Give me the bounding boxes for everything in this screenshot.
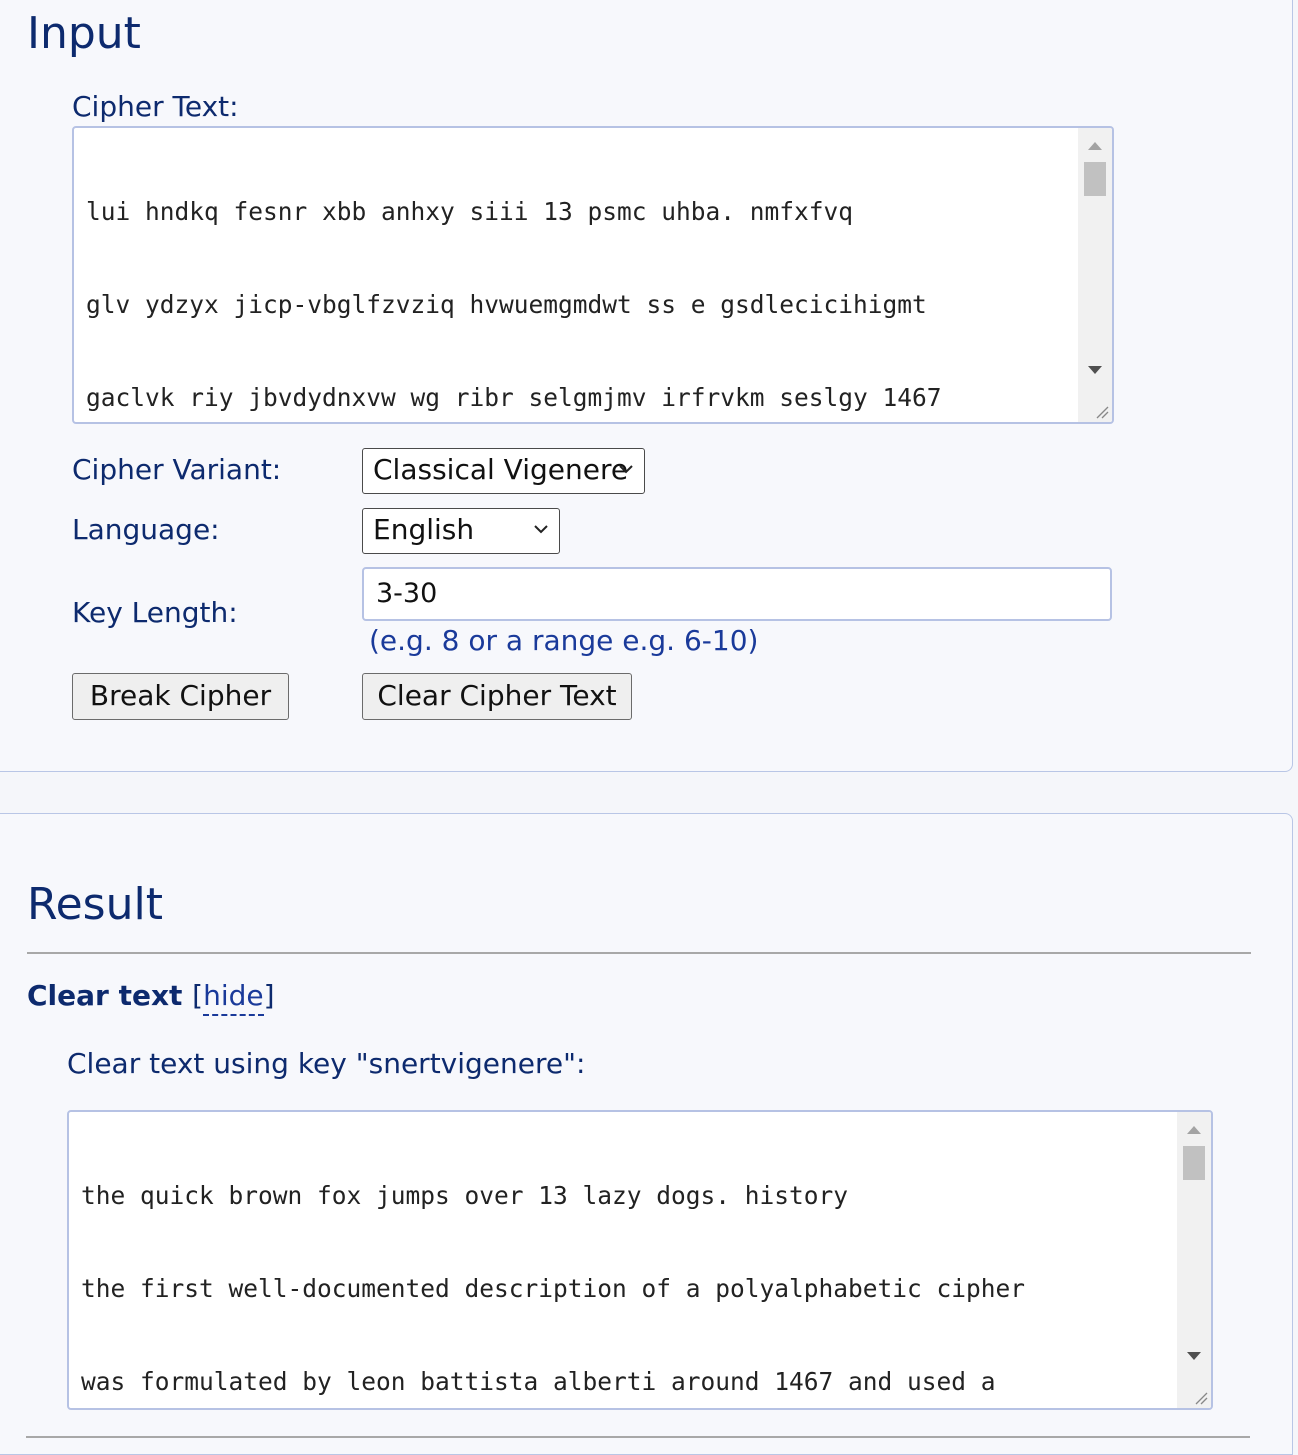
input-heading: Input [27, 8, 141, 59]
cipher-text-label: Cipher Text: [72, 90, 239, 123]
hide-toggle [192, 979, 274, 1016]
scroll-up-arrow-icon[interactable] [1187, 1126, 1201, 1134]
cipher-text-textarea[interactable] [72, 126, 1114, 424]
cipher-text-line: gaclvk riy jbvdydnxvw wg ribr selgmjmv irfrvkm seslgy 1467 [86, 383, 942, 412]
clear-text-line: was formulated by leon battista alberti around 1467 and used a [81, 1367, 996, 1396]
break-cipher-button[interactable]: Break Cipher [72, 673, 289, 720]
scroll-thumb[interactable] [1084, 162, 1106, 196]
language-select[interactable] [362, 508, 560, 554]
result-heading: Result [27, 879, 163, 930]
clear-text-key-label: Clear text using key "snertvigenere": [67, 1047, 586, 1080]
language-value: English [373, 513, 475, 546]
scroll-down-arrow-icon[interactable] [1088, 366, 1102, 374]
resize-grip-icon[interactable] [1194, 1391, 1208, 1405]
clear-text-content[interactable] [81, 1118, 1175, 1410]
cipher-text-content[interactable] [86, 134, 1076, 424]
cipher-text-line: glv ydzyx jicp-vbglfzvziq hvwuemgmdwt ss e gsdlecicihigmt [86, 290, 927, 319]
clear-text-line: the quick brown fox jumps over 13 lazy dogs. history [81, 1181, 849, 1210]
chevron-down-icon [618, 463, 634, 475]
chevron-down-icon [533, 523, 549, 535]
result-divider [27, 952, 1251, 954]
bottom-divider [26, 1436, 1250, 1438]
language-label: Language: [72, 513, 220, 546]
clear-text-title: Clear text [27, 979, 183, 1012]
cipher-text-line: lui hndkq fesnr xbb anhxy siii 13 psmc uhba. nmfxfvq [86, 197, 854, 226]
key-length-input[interactable]: 3-30 [362, 567, 1112, 621]
scroll-up-arrow-icon[interactable] [1088, 142, 1102, 150]
hide-bracket-open: [ [192, 979, 204, 1012]
clear-text-textarea[interactable] [67, 1110, 1213, 1410]
hide-bracket-close: ] [263, 979, 275, 1012]
key-length-hint: (e.g. 8 or a range e.g. 6-10) [369, 624, 759, 657]
result-panel [0, 813, 1293, 1455]
clear-text-line: the first well-documented description of a polyalphabetic cipher [81, 1274, 1026, 1303]
key-length-label: Key Length: [72, 596, 238, 629]
hide-link[interactable]: hide [203, 979, 264, 1016]
cipher-text-scrollbar[interactable] [1078, 128, 1112, 422]
resize-grip-icon[interactable] [1095, 405, 1109, 419]
scroll-thumb[interactable] [1183, 1146, 1205, 1180]
cipher-variant-select[interactable] [362, 448, 645, 494]
clear-cipher-text-button[interactable]: Clear Cipher Text [362, 673, 632, 720]
clear-text-scrollbar[interactable] [1177, 1112, 1211, 1408]
clear-text-heading [27, 979, 275, 1012]
scroll-down-arrow-icon[interactable] [1187, 1352, 1201, 1360]
cipher-variant-value: Classical Vigenere [373, 453, 629, 486]
cipher-variant-label: Cipher Variant: [72, 453, 282, 486]
